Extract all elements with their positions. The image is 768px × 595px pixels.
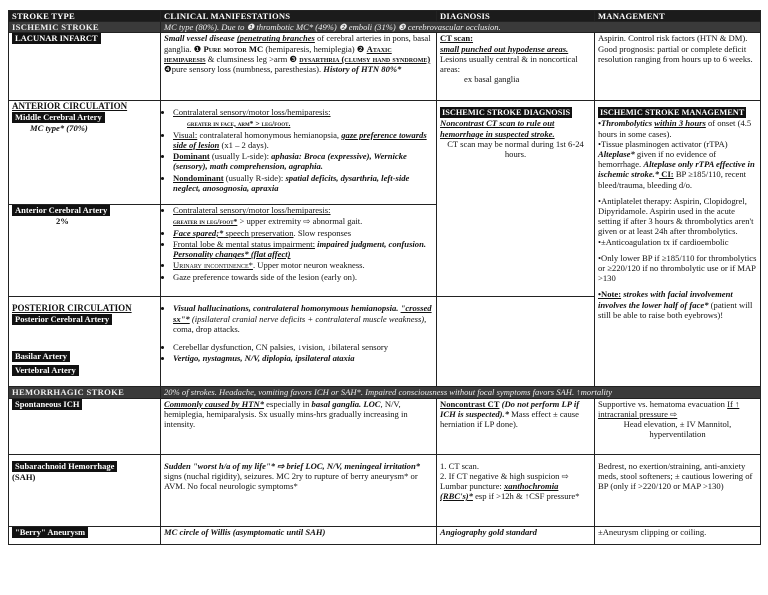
lacunar-text-9: ❹pure sensory loss (numbness, paresthesias). bbox=[164, 64, 324, 75]
posterior-clinical-cell bbox=[161, 297, 437, 387]
lacunar-clinical-cell bbox=[161, 33, 437, 101]
lacunar-dx-2: small punched out hypodense areas. bbox=[440, 43, 569, 54]
lacunar-text-4: Pure motor MC bbox=[203, 43, 264, 54]
list-item: • Contralateral sensory/motor loss/hemiparesis: greater in face, arm* > leg/foot. bbox=[173, 107, 433, 128]
mca-row bbox=[9, 101, 761, 205]
list-item: • Vertigo, nystagmus, N/V, diplopia, ipsilateral ataxia bbox=[173, 353, 433, 363]
list-item: • Face spared;* speech preservation. Slow responses bbox=[173, 228, 433, 238]
berry-row bbox=[9, 526, 761, 544]
header-stroke-type: STROKE TYPE bbox=[9, 11, 161, 22]
mca-clinical-cell bbox=[161, 101, 437, 205]
list-item: • Dominant (usually L-side): aphasia: Broca (expressive), Wernicke (sensory), math comprehension, agraphia. bbox=[173, 151, 433, 171]
lacunar-type-cell bbox=[9, 33, 161, 101]
mgmt-antiplatelet: •Antiplatelet therapy: Aspirin, Clopidogrel, Dipyridamole. Aspirin used in the acute setting if after 3 hours & thrombolytics aren't given or at least 24h after thrombolytics. bbox=[598, 195, 754, 237]
lacunar-dx-4: ex basal ganglia bbox=[464, 74, 520, 85]
mca-label: Middle Cerebral Artery bbox=[12, 112, 105, 123]
list-item: • Nondominant (usually R-side): spatial deficits, dysarthria, left-side neglect, anosognosia, apraxia bbox=[173, 173, 433, 193]
ischemic-stroke-label: ISCHEMIC STROKE bbox=[9, 22, 161, 33]
hemorrhagic-stroke-label: HEMORRHAGIC STROKE bbox=[9, 387, 161, 398]
hemorrhagic-stroke-summary: 20% of strokes. Headache, vomiting favors ICH or SAH*. Impaired consciousness without focal symptoms favors SAH. ↑mortality bbox=[161, 387, 761, 398]
lacunar-text-5: (hemiparesis, hemiplegia) ❷ bbox=[263, 43, 367, 54]
sah-label: Subarachnoid Hemorrhage bbox=[12, 461, 117, 472]
vertebral-label: Vertebral Artery bbox=[12, 365, 79, 376]
ischemic-diagnosis-label: ISCHEMIC STROKE DIAGNOSIS bbox=[442, 108, 571, 118]
mca-type-cell bbox=[9, 101, 161, 205]
ich-row bbox=[9, 398, 761, 454]
lacunar-text-10: History of HTN 80%* bbox=[323, 64, 402, 75]
ich-clinical-cell: Commonly caused by HTN* especially in basal ganglia. LOC, N/V, hemiplegia, hemiparalysis. Sx usually mins-hrs gradually increasing in intensity. bbox=[161, 398, 437, 454]
berry-clinical-cell: MC circle of Willis (asymptomatic until SAH) bbox=[161, 526, 437, 544]
mca-manifestation-list bbox=[164, 107, 433, 193]
lacunar-text-3: of cerebral arteries in pons, basal ganglia. ❶ bbox=[164, 33, 431, 54]
lacunar-text-8: dysarthria (clumsy hand syndrome) bbox=[299, 53, 431, 64]
aca-manifestation-list bbox=[164, 205, 433, 281]
ischemic-diagnosis-cell bbox=[437, 101, 595, 297]
list-item: • Gaze preference towards side of the lesion (early on). bbox=[173, 272, 433, 282]
mgmt-alteplase: •Tissue plasminogen activator (rTPA) Alteplase* given if no evidence of hemorrhage. Alteplase only rTPA effective in ischemic stroke.* CI: BP ≥185/110, recent bleed/trauma, bleeding d/o. bbox=[598, 138, 755, 190]
ischemic-management-cell bbox=[595, 101, 761, 387]
ischemic-band bbox=[9, 22, 761, 33]
ischemic-dx-line-2: CT scan may be normal during 1st 6-24 hours. bbox=[447, 138, 584, 160]
ischemic-dx-line-1: Noncontrast CT scan to rule out hemorrhage in suspected stroke. bbox=[440, 118, 555, 139]
aca-clinical-cell bbox=[161, 205, 437, 297]
berry-type-cell bbox=[9, 526, 161, 544]
mca-sub-label: MC type* (70%) bbox=[30, 122, 88, 133]
lacunar-text-7: & clumsiness leg >arm ❸ bbox=[205, 53, 300, 64]
sah-clinical-cell: Sudden "worst h/a of my life"* ⇨ brief LOC, N/V, meningeal irritation* signs (nuchal rigidity), seizures. MC 2ry to rupture of berry aneurysm* or AVM. No focal neurologic symptoms* bbox=[161, 454, 437, 526]
lacunar-dx-3: Lesions usually central & in noncortical areas: bbox=[440, 53, 578, 75]
mgmt-lower-bp: •Only lower BP if ≥185/110 for thrombolytics or ≥220/120 if no thrombolytic use or if MAP >130 bbox=[598, 252, 757, 284]
lacunar-dx-1: CT scan: bbox=[440, 33, 474, 44]
lacunar-text-1: Small vessel disease bbox=[164, 33, 235, 44]
berry-aneurysm-label: "Berry" Aneurysm bbox=[12, 527, 88, 538]
header-clinical-manifestations: CLINICAL MANIFESTATIONS bbox=[161, 11, 437, 22]
mgmt-thrombolytics: •Thrombolytics within 3 hours of onset (4.5 hours in some cases). bbox=[598, 118, 752, 139]
mgmt-note: •Note: strokes with facial involvement involves the lower half of face* (patient will still be able to raise both eyebrows)! bbox=[598, 289, 753, 320]
stroke-table bbox=[8, 10, 761, 545]
sah-diagnosis-cell: 1. CT scan. 2. If CT negative & high suspicion ⇨ Lumbar puncture: xanthochromia (RBC's)* esp if >12h & ↑CSF pressure* bbox=[437, 454, 595, 526]
list-item: • Cerebellar dysfunction, CN palsies, ↓vision, ↓bilateral sensory bbox=[173, 342, 433, 352]
aca-label: Anterior Cerebral Artery bbox=[12, 205, 110, 216]
posterior-manifestation-list bbox=[164, 303, 433, 363]
sah-type-cell bbox=[9, 454, 161, 526]
posterior-diagnosis-cell bbox=[437, 297, 595, 387]
list-item: • Urinary incontinence*. Upper motor neuron weakness. bbox=[173, 260, 433, 270]
aca-sub-label: 2% bbox=[56, 216, 69, 227]
pca-label: Posterior Cerebral Artery bbox=[12, 314, 112, 325]
anterior-circulation-label: ANTERIOR CIRCULATION bbox=[12, 101, 128, 112]
ischemic-stroke-summary: MC type (80%). Due to ❶ thrombotic MC* (49%) ❷ emboli (31%) ❸ cerebrovascular occlusion. bbox=[161, 22, 761, 33]
lacunar-text-6: Ataxic hemiparesis bbox=[164, 43, 392, 64]
lacunar-text-2: (penetrating branches bbox=[236, 33, 315, 44]
lacunar-diagnosis-cell bbox=[437, 33, 595, 101]
ich-label: Spontaneous ICH bbox=[12, 399, 82, 410]
basilar-label: Basilar Artery bbox=[12, 351, 70, 362]
posterior-type-cell bbox=[9, 297, 161, 387]
list-item: • Contralateral sensory/motor loss/hemiparesis: greater in leg/foot* > upper extremity ⇨ abnormal gait. bbox=[173, 205, 433, 226]
header-diagnosis: DIAGNOSIS bbox=[437, 11, 595, 22]
list-item: • Visual hallucinations, contralateral homonymous hemianopsia. "crossed sx"* (ipsilateral cranial nerve deficits + contralateral muscle weakness), coma, drop attacks. bbox=[173, 303, 433, 334]
lacunar-row bbox=[9, 33, 761, 101]
ischemic-management-label: ISCHEMIC STROKE MANAGEMENT bbox=[600, 108, 745, 118]
sah-management-cell: Bedrest, no exertion/straining, anti-anxiety meds, stool softeners; ± cautious lowering of BP (only if >220/120 or MAP >130) bbox=[595, 454, 761, 526]
posterior-circulation-label: POSTERIOR CIRCULATION bbox=[12, 303, 132, 314]
lacunar-management-cell: Aspirin. Control risk factors (HTN & DM). Good prognosis: partial or complete deficit resolution ranging from hours up to 6 weeks. bbox=[595, 33, 761, 101]
sah-sub-label: (SAH) bbox=[12, 471, 36, 482]
lacunar-infarct-label: LACUNAR INFARCT bbox=[12, 33, 101, 44]
berry-diagnosis-cell: Angiography gold standard bbox=[437, 526, 595, 544]
mgmt-anticoagulation: •±Anticoagulation tx if cardioembolic bbox=[598, 236, 729, 247]
list-item: • Visual: contralateral homonymous hemianopsia, gaze preference towards side of lesion (x1 – 2 days). bbox=[173, 130, 433, 150]
ich-type-cell bbox=[9, 398, 161, 454]
berry-management-cell: ±Aneurysm clipping or coiling. bbox=[595, 526, 761, 544]
list-item: • Frontal lobe & mental status impairment: impaired judgment, confusion. Personality changes* (flat affect) bbox=[173, 239, 433, 259]
sah-row bbox=[9, 454, 761, 526]
header-management: MANAGEMENT bbox=[595, 11, 761, 22]
ich-diagnosis-cell: Noncontrast CT (Do not perform LP if ICH is suspected).* Mass effect ± cause herniation if LP done). bbox=[437, 398, 595, 454]
ich-management-cell: Supportive vs. hematoma evacuation If ↑ intracranial pressure ⇨ Head elevation, ± IV Mannitol, hyperventilation bbox=[595, 398, 761, 454]
aca-type-cell bbox=[9, 205, 161, 297]
header-row bbox=[9, 11, 761, 22]
hemorrhagic-band bbox=[9, 387, 761, 398]
